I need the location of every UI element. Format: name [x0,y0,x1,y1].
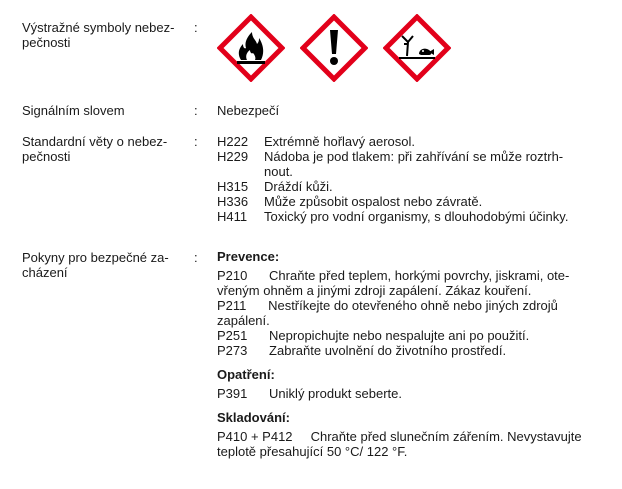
p-text: Chraňte před slunečním zářením. Nevystavujte teplotě přesahující 50 °C/ 122 °F. [217,429,582,459]
hazard-statement-row [217,149,597,179]
p273-statement [217,343,577,358]
p-code: P410 + P412 [217,429,293,444]
hazard-statement-row [217,179,597,194]
hazard-statement-row [217,134,597,149]
prevention-heading: Prevence: [217,249,280,264]
p-text: Nepropichujte nebo nespalujte ani po použití. [269,328,530,343]
hazard-text: Nádoba je pod tlakem: při zahřívání se může roztrh- nout. [264,149,564,179]
hazard-statements-list [217,134,597,224]
p391-statement [217,386,577,401]
p-text: Uniklý produkt seberte. [269,386,402,401]
hazard-statement-row [217,194,597,209]
response-heading: Opatření: [217,367,275,382]
p210-statement [217,268,577,298]
signal-word-value: Nebezpečí [217,103,280,118]
hazard-symbols-label: Výstražné symboly nebez- pečnosti [22,20,175,50]
hazard-code: H229 [217,149,249,164]
hazard-text: Dráždí kůži. [264,179,333,194]
hazard-statements-colon: : [194,134,198,149]
hazard-statement-row [217,209,597,224]
p211-statement [217,298,577,328]
p-code: P251 [217,328,248,343]
precautionary-colon: : [194,250,198,265]
hazard-code: H411 [217,209,248,224]
p-text: Nestříkejte do otevřeného ohně nebo jiných zdrojů zapálení. [217,298,558,328]
exclamation-icon [300,14,368,82]
p-code: P211 [217,298,247,313]
hazard-statements-label: Standardní věty o nebez- pečnosti [22,134,168,164]
p410-p412-statement [217,429,607,459]
signal-word-colon: : [194,103,198,118]
signal-word-label: Signálním slovem [22,103,125,118]
p-text: Zabraňte uvolnění do životního prostředí. [269,343,507,358]
p-code: P391 [217,386,248,401]
hazard-text: Může způsobit ospalost nebo závratě. [264,194,483,209]
precautionary-label: Pokyny pro bezpečné za- cházení [22,250,169,280]
hazard-code: H315 [217,179,249,194]
hazard-symbols-colon: : [194,20,198,35]
hazard-text: Extrémně hořlavý aerosol. [264,134,416,149]
hazard-code: H336 [217,194,249,209]
storage-heading: Skladování: [217,410,290,425]
hazard-code: H222 [217,134,249,149]
hazard-text: Toxický pro vodní organismy, s dlouhodobými účinky. [264,209,569,224]
environment-icon [383,14,451,82]
p-code: P273 [217,343,248,358]
p-code: P210 [217,268,248,283]
flame-icon [217,14,285,82]
p-text: Chraňte před teplem, horkými povrchy, jiskrami, ote- vřeným ohněm a jinými zdroji zapálení. Zákaz kouření. [217,268,570,298]
p251-statement [217,328,577,343]
